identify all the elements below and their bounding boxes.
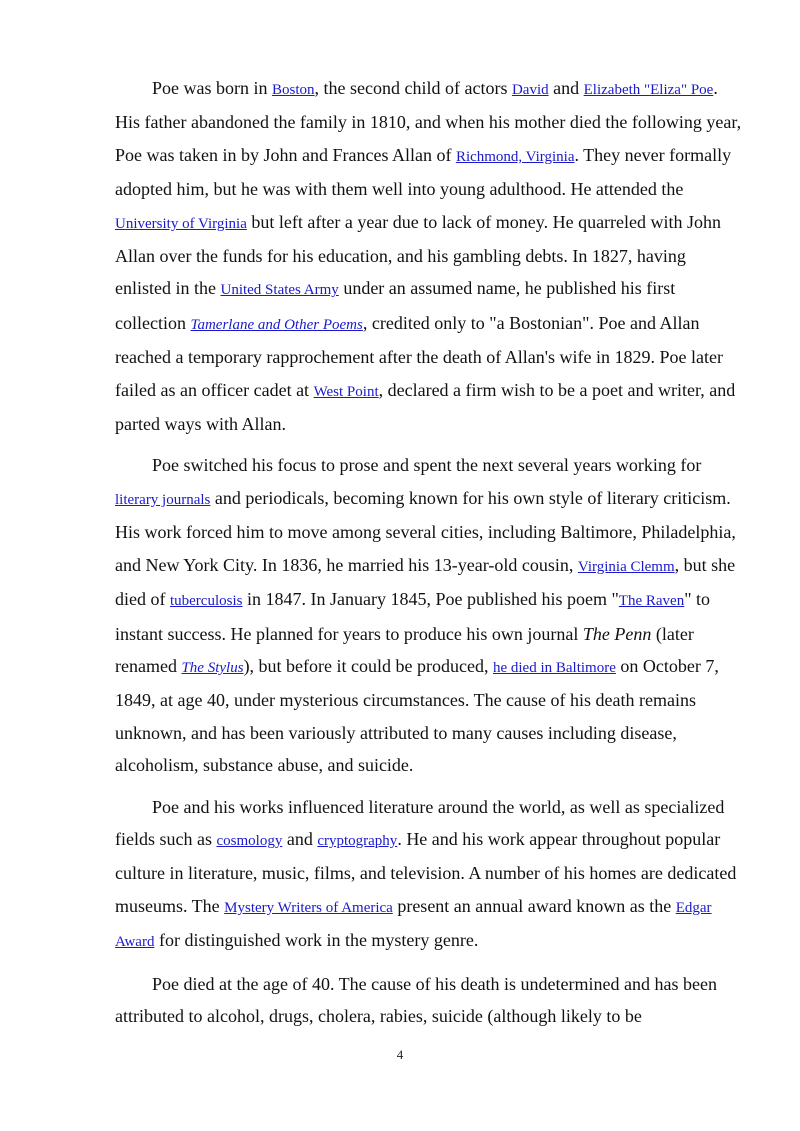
text-run: in 1847. In January 1845, Poe published his poem " xyxy=(242,589,619,610)
page-number: 4 xyxy=(396,1047,404,1062)
text-run: and xyxy=(548,78,584,98)
text-run: and periodicals, becoming known for his own style of literary criticism. His work forced him to move among several cities, including Baltimore, Philadelphia, and New York City. In 1836, he married his 13-year-old cousin, xyxy=(115,487,736,575)
link-the-raven[interactable]: The Raven xyxy=(618,593,685,610)
link-elizabeth-eliza-poe[interactable]: Elizabeth "Eliza" Poe xyxy=(583,82,714,98)
text-run: Poe and his works influenced literature around the world, as well as specialized fields such as xyxy=(115,796,725,849)
text-run: . He and his work appear throughout popular culture in literature, music, films, and television. A number of his homes are dedicated museums. The xyxy=(115,828,737,916)
text-run: Poe switched his focus to prose and spent the next several years working for xyxy=(152,455,702,476)
text-run: Poe died at the age of 40. The cause of his death is undetermined and has been attributed to alcohol, drugs, cholera, rabies, suicide (although likely to be xyxy=(115,973,717,1026)
link-david[interactable]: David xyxy=(511,82,549,98)
link-mystery-writers-of-america[interactable]: Mystery Writers of America xyxy=(224,899,393,916)
link-richmond-virginia[interactable]: Richmond, Virginia xyxy=(455,148,575,165)
link-edgar-award[interactable]: Edgar Award xyxy=(115,899,712,951)
paragraph-death-cause xyxy=(115,968,745,1033)
link-tuberculosis[interactable]: tuberculosis xyxy=(169,593,243,610)
text-run: and xyxy=(282,828,318,849)
italic-title-text: The Penn xyxy=(582,623,652,644)
text-run: " to instant success. He planned for years to produce his own journal xyxy=(115,589,711,644)
text-run: ), but before it could be produced, xyxy=(243,655,493,676)
text-run: , but she died of xyxy=(115,554,736,610)
text-run: present an annual award known as the xyxy=(392,895,676,916)
link-tamerlane-and-other-poems[interactable]: Tamerlane and Other Poems xyxy=(190,316,363,333)
link-cosmology[interactable]: cosmology xyxy=(216,832,283,849)
text-run: under an assumed name, he published his first collection xyxy=(115,278,676,333)
text-run: , credited only to "a Bostonian". Poe and Allan reached a temporary rapprochement after the death of Allan's wife in 1829. Poe later failed as an officer cadet at xyxy=(115,312,723,400)
text-run: for distinguished work in the mystery genre. xyxy=(154,930,479,951)
text-run: , the second child of actors xyxy=(314,78,512,98)
text-run: (later renamed xyxy=(115,623,694,676)
link-the-stylus[interactable]: The Stylus xyxy=(181,659,244,676)
paragraph-career-and-death xyxy=(115,449,745,781)
link-united-states-army[interactable]: United States Army xyxy=(220,282,339,299)
link-cryptography[interactable]: cryptography xyxy=(317,832,398,849)
link-literary-journals[interactable]: literary journals xyxy=(115,491,211,508)
text-run: but left after a year due to lack of money. He quarreled with John Allan over the funds for his education, and his gambling debts. In 1827, having enlisted in the xyxy=(115,211,722,299)
link-university-of-virginia[interactable]: University of Virginia xyxy=(115,215,247,232)
link-he-died-in-baltimore[interactable]: he died in Baltimore xyxy=(492,659,616,676)
paragraph-birth-and-early-life xyxy=(115,72,745,440)
text-run: , declared a firm wish to be a poet and writer, and parted ways with Allan. xyxy=(115,379,736,435)
link-boston[interactable]: Boston xyxy=(272,82,315,98)
body-text xyxy=(115,72,745,1041)
text-run: Poe was born in xyxy=(152,78,272,98)
text-run: on October 7, 1849, at age 40, under mysterious circumstances. The cause of his death remains unknown, and has been variously attributed to many causes including disease, alcoholism, substance abuse, and suicide. xyxy=(115,655,719,776)
paragraph-influence xyxy=(115,791,745,959)
link-virginia-clemm[interactable]: Virginia Clemm xyxy=(577,558,675,575)
text-run: . They never formally adopted him, but he was with them well into young adulthood. He attended the xyxy=(115,144,732,200)
text-run: . His father abandoned the family in 1810, and when his mother died the following year, Poe was taken in by John and Frances Allan of xyxy=(115,78,742,165)
link-west-point[interactable]: West Point xyxy=(313,383,379,400)
